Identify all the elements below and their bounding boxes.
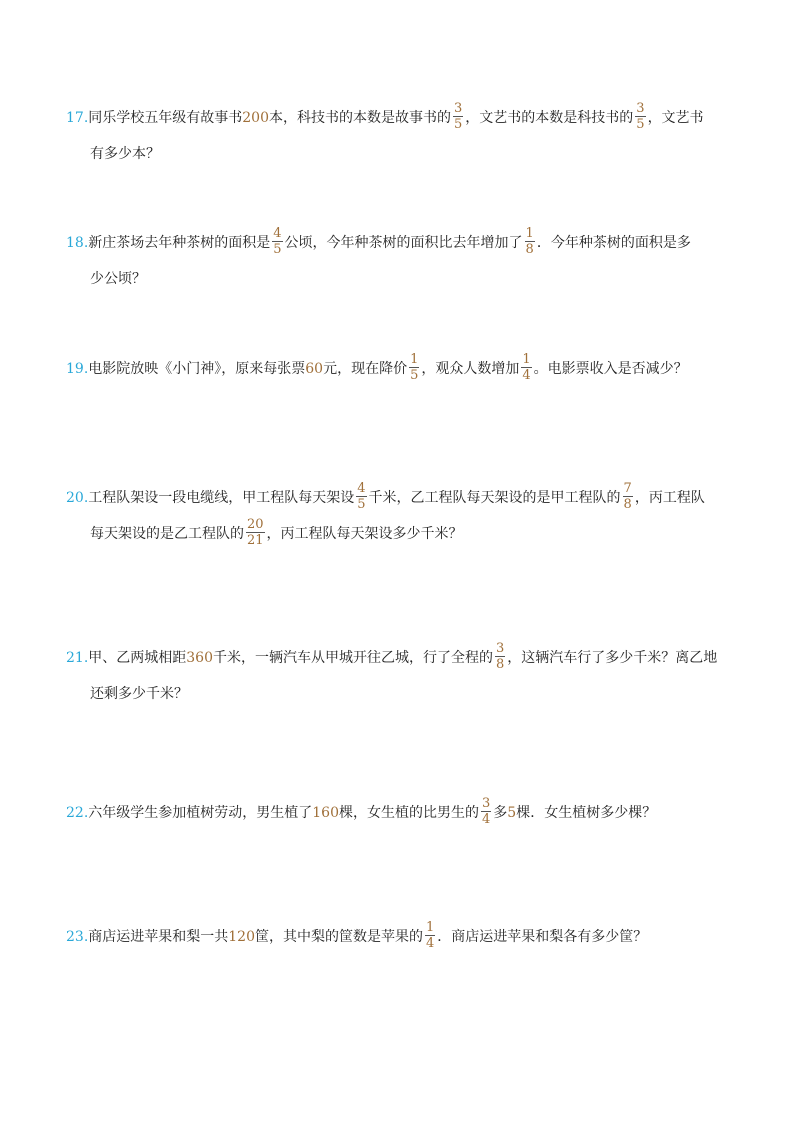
fraction-denominator: 21 (247, 532, 264, 548)
problem-text: ，文艺书 (647, 110, 704, 126)
problem-text: 。电影票收入是否减少？ (533, 361, 688, 377)
fraction-numerator: 3 (496, 640, 505, 656)
fraction (635, 101, 645, 132)
problem-text: 棵．女生植树多少棵？ (516, 805, 657, 821)
fraction (425, 920, 435, 951)
problem-18 (66, 225, 730, 297)
problem-20 (66, 480, 730, 552)
problem-17 (66, 100, 730, 172)
problem-text: 少公顷？ (90, 271, 146, 287)
number-value: 160 (312, 805, 339, 821)
continuation-line (66, 261, 730, 297)
continuation-line (66, 136, 730, 172)
fraction-numerator: 4 (273, 225, 282, 241)
problem-text: 电影院放映《小门神》，原来每张票 (88, 361, 306, 377)
fraction (521, 352, 531, 383)
problem-text: 还剩多少千米？ (90, 686, 188, 702)
problem-text: 公顷，今年种茶树的面积比去年增加了 (284, 235, 523, 251)
number-value: 5 (507, 805, 517, 821)
problem-text: 同乐学校五年级有故事书 (88, 110, 243, 126)
problem-19 (66, 351, 730, 387)
fraction (272, 226, 282, 257)
fraction-numerator: 1 (426, 919, 435, 935)
problem-number: 20. (66, 490, 89, 506)
fraction (495, 641, 505, 672)
problem-text: 棵，女生植的比男生的 (339, 805, 479, 821)
fraction-numerator: 20 (247, 516, 264, 532)
fraction-numerator: 7 (623, 480, 632, 496)
fraction-denominator: 5 (636, 116, 645, 132)
number-value: 360 (186, 650, 213, 666)
fraction-denominator: 8 (496, 656, 505, 672)
fraction-numerator: 3 (454, 100, 463, 116)
problem-text: 千米，一辆汽车从甲城开往乙城，行了全程的 (213, 650, 493, 666)
problem-number: 17. (66, 110, 89, 126)
fraction (246, 517, 265, 548)
problem-number: 22. (66, 805, 89, 821)
problem-text: 六年级学生参加植树劳动，男生植了 (88, 805, 313, 821)
fraction-numerator: 4 (357, 480, 366, 496)
problem-text: 多 (493, 805, 508, 821)
fraction-denominator: 5 (357, 496, 366, 512)
problem-text: 新庄茶场去年种茶树的面积是 (88, 235, 271, 251)
problem-text: 千米，乙工程队每天架设的是甲工程队的 (368, 490, 621, 506)
fraction-numerator: 1 (525, 225, 534, 241)
fraction (623, 481, 633, 512)
number-value: 120 (228, 929, 255, 945)
fraction-denominator: 8 (525, 241, 534, 257)
fraction (356, 481, 366, 512)
problem-text: 甲、乙两城相距 (88, 650, 187, 666)
fraction-denominator: 4 (482, 811, 491, 827)
problem-text: ，观众人数增加 (421, 361, 520, 377)
problem-text: ，丙工程队 (634, 490, 705, 506)
fraction-denominator: 4 (426, 935, 435, 951)
number-value: 60 (305, 361, 324, 377)
problem-text: ，这辆汽车行了多少千米？离乙地 (507, 650, 718, 666)
fraction-denominator: 4 (522, 367, 531, 383)
fraction (409, 352, 419, 383)
fraction-numerator: 3 (482, 795, 491, 811)
problem-text: ，丙工程队每天架设多少千米？ (266, 526, 463, 542)
continuation-line (66, 676, 730, 712)
problem-22 (66, 795, 730, 831)
number-value: 200 (242, 110, 269, 126)
fraction-denominator: 8 (623, 496, 632, 512)
problem-text: 元，现在降价 (323, 361, 408, 377)
problem-text: 商店运进苹果和梨一共 (88, 929, 229, 945)
problem-text: ．今年种茶树的面积是多 (536, 235, 691, 251)
fraction-denominator: 5 (273, 241, 282, 257)
problem-number: 19. (66, 361, 89, 377)
problem-text: 筐，其中梨的筐数是苹果的 (255, 929, 423, 945)
problem-text: ，文艺书的本数是科技书的 (465, 110, 634, 126)
fraction-denominator: 5 (410, 367, 419, 383)
problem-23 (66, 919, 730, 955)
problem-number: 18. (66, 235, 89, 251)
fraction (453, 101, 463, 132)
problem-21 (66, 640, 730, 712)
problem-text: ．商店运进苹果和梨各有多少筐？ (437, 929, 648, 945)
fraction-numerator: 1 (410, 351, 419, 367)
continuation-line (66, 516, 730, 552)
fraction (525, 226, 535, 257)
problem-number: 21. (66, 650, 89, 666)
problem-text: 每天架设的是乙工程队的 (90, 526, 244, 542)
problem-number: 23. (66, 929, 89, 945)
fraction (481, 796, 491, 827)
fraction-numerator: 3 (636, 100, 645, 116)
problem-text: 工程队架设一段电缆线，甲工程队每天架设 (88, 490, 355, 506)
fraction-numerator: 1 (522, 351, 531, 367)
problem-text: 有多少本？ (90, 146, 160, 162)
problem-text: 本，科技书的本数是故事书的 (269, 110, 451, 126)
fraction-denominator: 5 (454, 116, 463, 132)
